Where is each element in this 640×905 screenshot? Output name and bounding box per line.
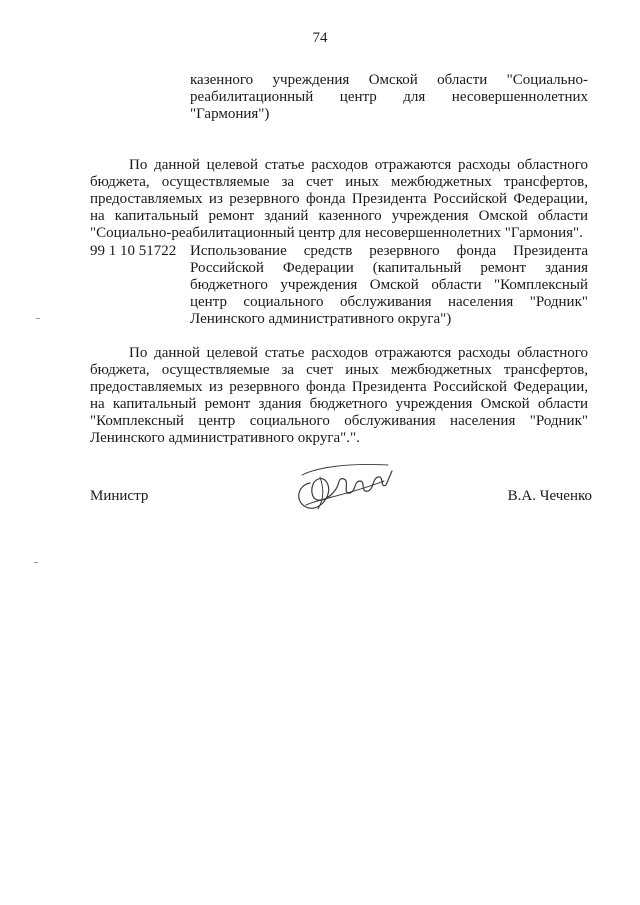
paragraph-line: По данной целевой статье расходов отражаются расходы областного <box>129 345 588 361</box>
paragraph-line: предоставляемых из резервного фонда Президента Российской Федерации, <box>90 191 588 207</box>
margin-mark <box>36 318 40 319</box>
margin-mark <box>34 562 38 563</box>
paragraph-line: По данной целевой статье расходов отражаются расходы областного <box>129 157 588 173</box>
paragraph-line: "Социально-реабилитационный центр для несовершеннолетних "Гармония". <box>90 225 583 241</box>
signatory-name: В.А. Чеченко <box>507 488 592 504</box>
paragraph-line: предоставляемых из резервного фонда Президента Российской Федерации, <box>90 379 588 395</box>
continuation-block <box>190 72 588 123</box>
paragraph-line: на капитальный ремонт здания бюджетного учреждения Омской области <box>90 396 588 412</box>
entry-line: Ленинского административного округа") <box>190 311 452 327</box>
signature-icon <box>288 455 398 515</box>
paragraph-2 <box>90 345 588 447</box>
entry-description <box>190 243 588 328</box>
paragraph-line: на капитальный ремонт зданий казенного учреждения Омской области <box>90 208 588 224</box>
entry-line: Российской Федерации (капитальный ремонт здания <box>190 260 588 276</box>
paragraph-line: Ленинского административного округа".". <box>90 430 360 446</box>
position-title: Министр <box>90 488 149 504</box>
continuation-line: "Гармония") <box>190 106 270 122</box>
paragraph-line: бюджета, осуществляемые за счет иных межбюджетных трансфертов, <box>90 362 588 378</box>
paragraph-line: "Комплексный центр социального обслуживания населения "Родник" <box>90 413 588 429</box>
paragraph-line: бюджета, осуществляемые за счет иных межбюджетных трансфертов, <box>90 174 588 190</box>
entry-line: бюджетного учреждения Омской области "Комплексный <box>190 277 588 293</box>
paragraph-1 <box>90 157 588 242</box>
continuation-line: казенного учреждения Омской области "Социально- <box>190 72 588 88</box>
page-number: 74 <box>312 30 328 46</box>
entry-line: центр социального обслуживания населения "Родник" <box>190 294 588 310</box>
entry-line: Использование средств резервного фонда Президента <box>190 243 588 259</box>
continuation-line: реабилитационный центр для несовершеннолетних <box>190 89 588 105</box>
budget-code: 99 1 10 51722 <box>90 243 177 259</box>
